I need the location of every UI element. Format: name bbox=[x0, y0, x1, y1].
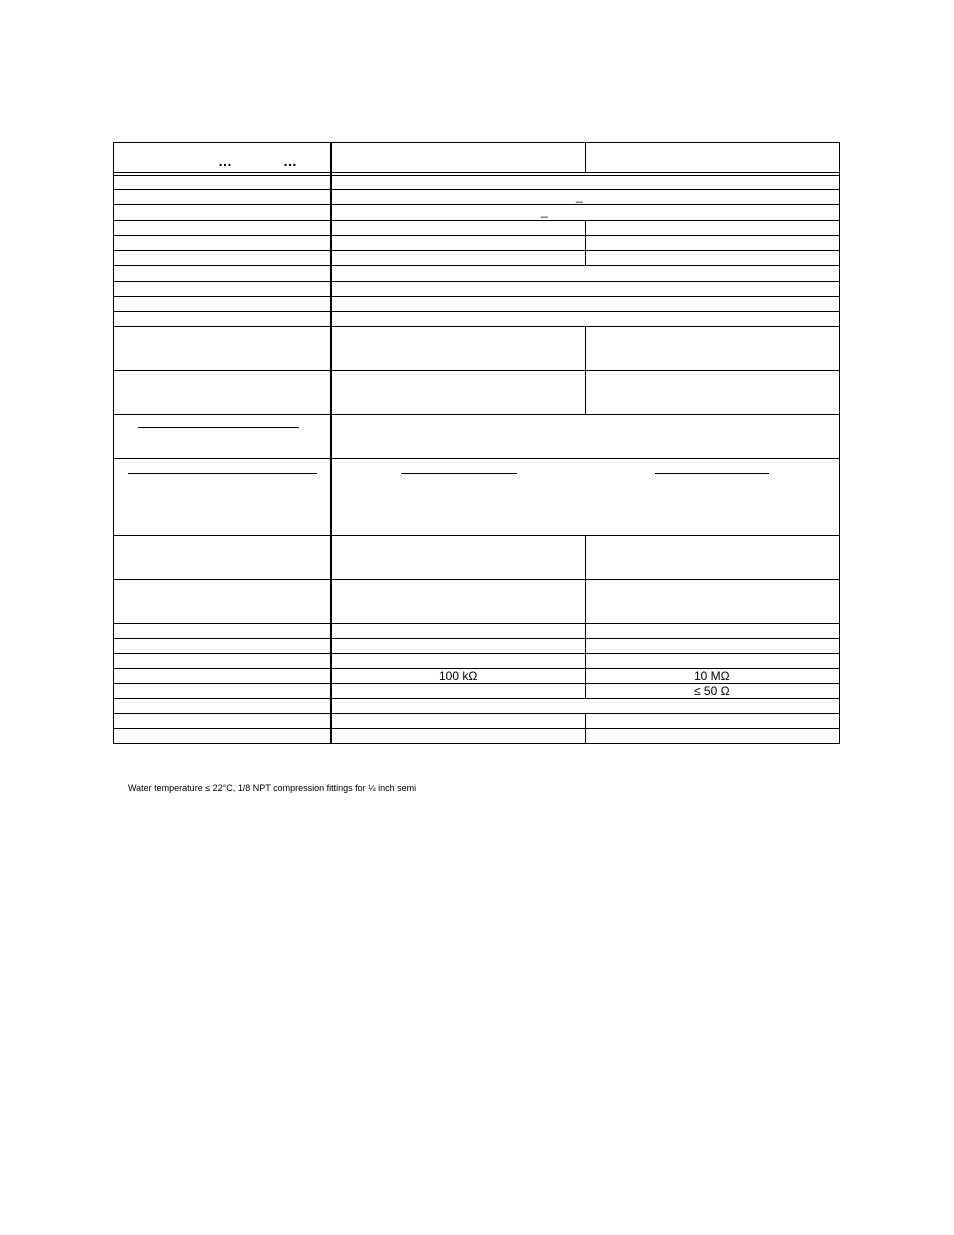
footnote: Water temperature ≤ 22°C, 1/8 NPT compression fittings for ¼ inch semi bbox=[128, 783, 417, 793]
row-separator bbox=[113, 683, 840, 684]
row-separator bbox=[113, 579, 840, 580]
column-divider-2 bbox=[585, 220, 586, 265]
row-separator bbox=[113, 653, 840, 654]
cell-underline bbox=[401, 473, 517, 474]
header-mark: … bbox=[283, 153, 297, 169]
row-separator bbox=[113, 265, 840, 266]
column-divider-2 bbox=[585, 535, 586, 698]
row-separator bbox=[113, 370, 840, 371]
impedance-col3-value: ≤ 50 Ω bbox=[694, 684, 730, 698]
row-separator bbox=[113, 250, 840, 251]
row-separator bbox=[113, 535, 840, 536]
row-separator bbox=[113, 698, 840, 699]
column-divider-2 bbox=[585, 142, 586, 173]
row-separator bbox=[113, 220, 840, 221]
header-rule bbox=[113, 172, 840, 173]
row-separator bbox=[113, 713, 840, 714]
cell-underline bbox=[128, 473, 317, 474]
header-mark: … bbox=[218, 153, 232, 169]
header-rule bbox=[113, 175, 840, 176]
table-border-bottom bbox=[113, 743, 840, 744]
row-separator bbox=[113, 638, 840, 639]
row-separator bbox=[113, 728, 840, 729]
row-separator bbox=[113, 235, 840, 236]
table-border-top bbox=[113, 142, 840, 143]
row-separator bbox=[113, 281, 840, 282]
row-separator bbox=[113, 623, 840, 624]
row-separator bbox=[113, 414, 840, 415]
row-separator bbox=[113, 296, 840, 297]
row-2-dash: _ bbox=[576, 189, 583, 203]
row-separator bbox=[113, 311, 840, 312]
row-3-dash: _ bbox=[541, 204, 548, 218]
resistance-col2-value: 100 kΩ bbox=[439, 669, 478, 683]
cell-underline bbox=[655, 473, 769, 474]
row-separator bbox=[113, 326, 840, 327]
row-separator bbox=[113, 204, 840, 205]
row-separator bbox=[113, 458, 840, 459]
row-separator bbox=[113, 189, 840, 190]
resistance-col3-value: 10 MΩ bbox=[694, 669, 730, 683]
cell-underline bbox=[138, 427, 299, 428]
